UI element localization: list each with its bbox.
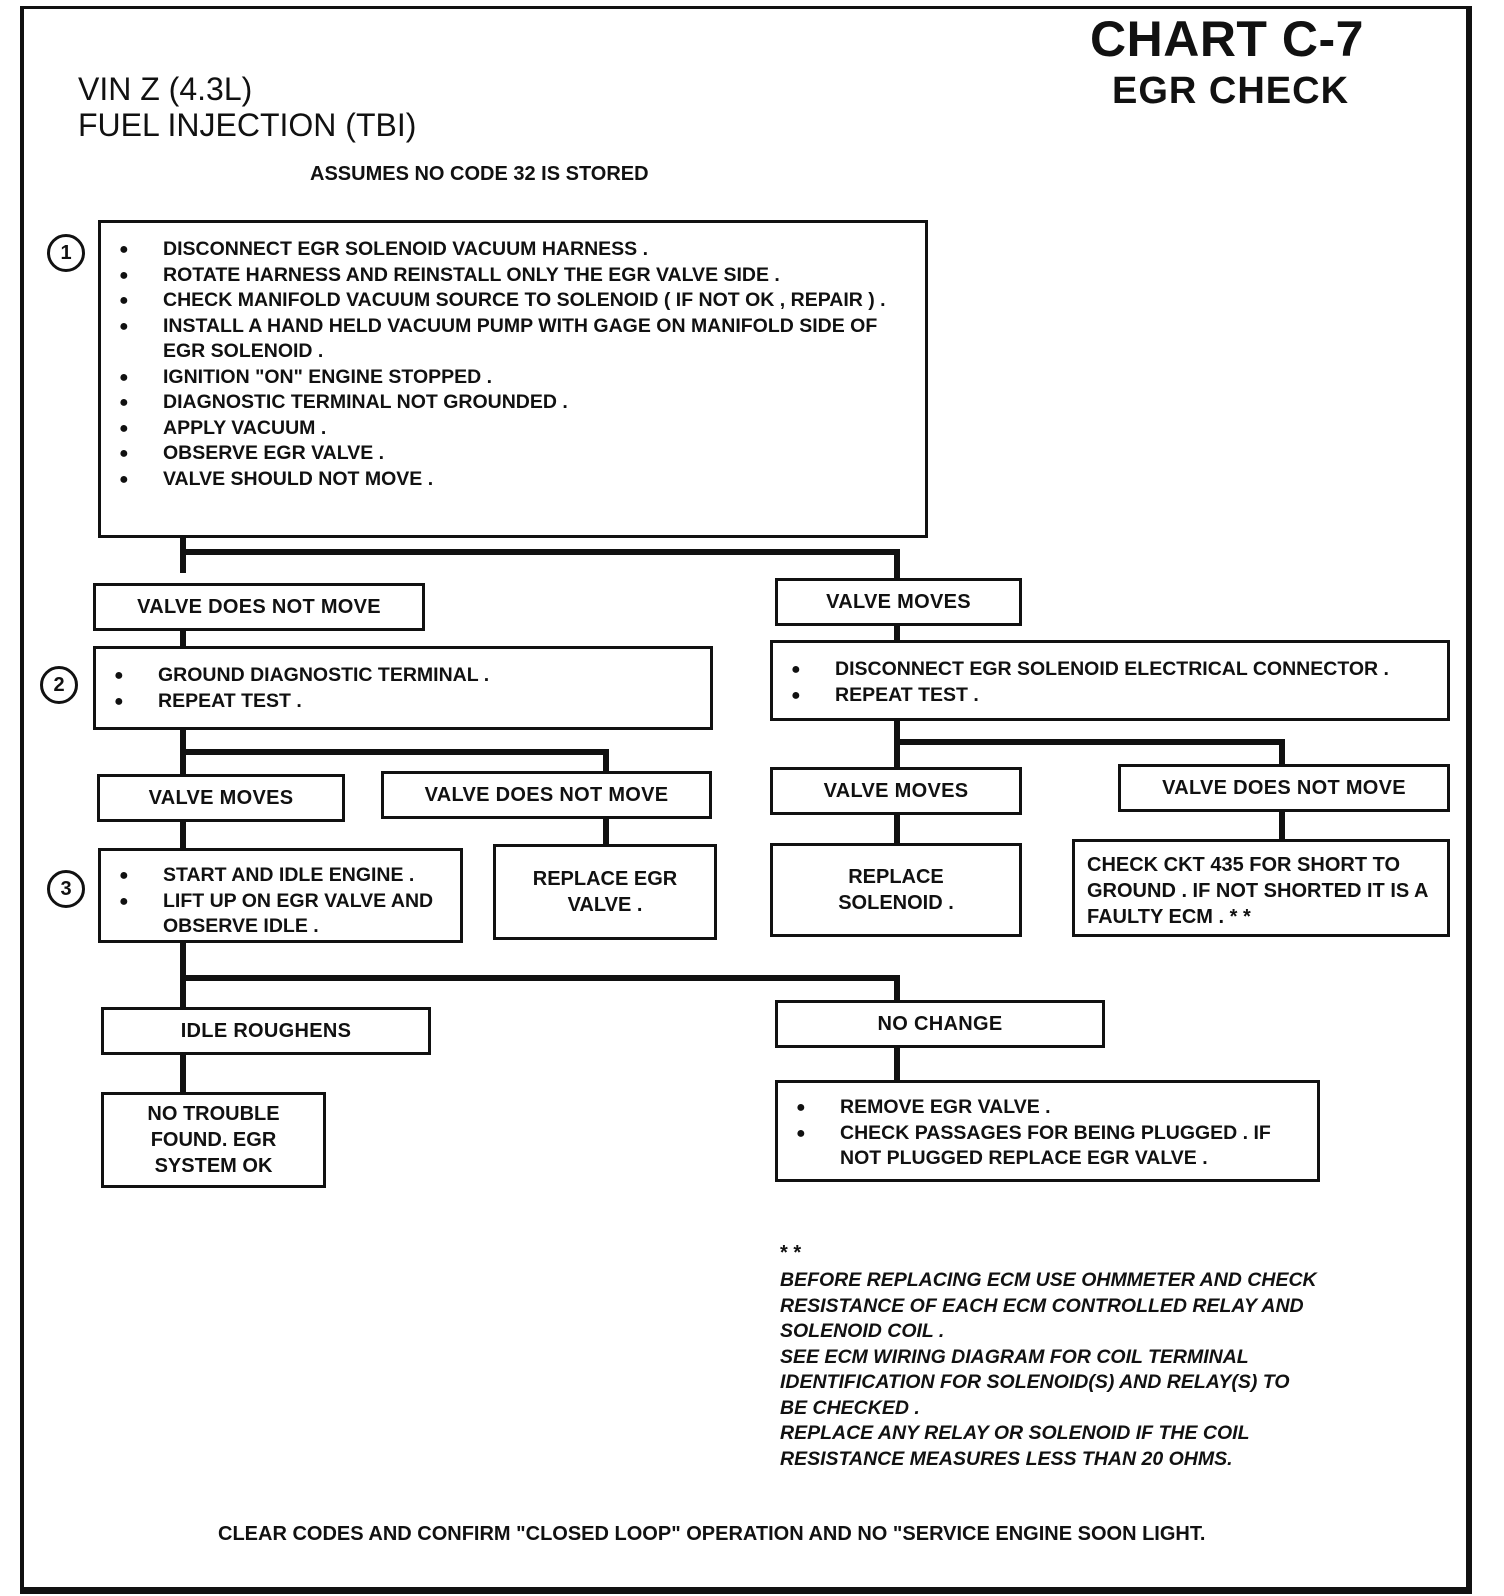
step-1-item: ● OBSERVE EGR VALVE . bbox=[163, 441, 893, 467]
chart-title: CHART C-7 bbox=[1090, 11, 1364, 67]
remove-egr-valve-item: ● CHECK PASSAGES FOR BEING PLUGGED . IF NOT PLUGGED REPLACE EGR VALVE . bbox=[840, 1121, 1300, 1172]
chart-subtitle: EGR CHECK bbox=[1112, 70, 1350, 112]
step-1-list bbox=[163, 237, 893, 492]
no-change-label: NO CHANGE bbox=[775, 1000, 1105, 1048]
disconnect-connector-box bbox=[770, 640, 1450, 721]
replace-egr-valve-box: REPLACE EGR VALVE . bbox=[493, 844, 717, 940]
footnote-line: RESISTANCE MEASURES LESS THAN 20 OHMS. bbox=[780, 1447, 1233, 1470]
connector-line bbox=[180, 1054, 186, 1094]
connector-line bbox=[894, 812, 900, 844]
footnote-block bbox=[780, 1268, 1400, 1472]
step-3-list bbox=[163, 863, 448, 940]
footer-instruction: CLEAR CODES AND CONFIRM "CLOSED LOOP" OPERATION AND NO "SERVICE ENGINE SOON LIGHT. bbox=[218, 1523, 1206, 1545]
step-1-item: ● IGNITION "ON" ENGINE STOPPED . bbox=[163, 365, 893, 391]
step-1-item: ● DIAGNOSTIC TERMINAL NOT GROUNDED . bbox=[163, 390, 893, 416]
remove-egr-valve-box bbox=[775, 1080, 1320, 1182]
connector-line bbox=[603, 815, 609, 845]
step-3-box bbox=[98, 848, 463, 943]
step-1-item: ● APPLY VACUUM . bbox=[163, 416, 893, 442]
connector-line bbox=[180, 975, 900, 981]
remove-egr-valve-item: ● REMOVE EGR VALVE . bbox=[840, 1095, 1300, 1121]
footnote-line: REPLACE ANY RELAY OR SOLENOID IF THE COIL bbox=[780, 1422, 1250, 1444]
footnote-line: RESISTANCE OF EACH ECM CONTROLLED RELAY AND bbox=[780, 1294, 1304, 1317]
step-2-item: ● REPEAT TEST . bbox=[158, 689, 698, 715]
right-valve-does-not-move-label: VALVE DOES NOT MOVE bbox=[1118, 764, 1450, 812]
idle-roughens-label: IDLE ROUGHENS bbox=[101, 1007, 431, 1055]
step-2-item: ● GROUND DIAGNOSTIC TERMINAL . bbox=[158, 663, 698, 689]
step-2-box bbox=[93, 646, 713, 730]
step-1-marker: 1 bbox=[47, 234, 85, 272]
step-1-item: ● INSTALL A HAND HELD VACUUM PUMP WITH GAGE ON MANIFOLD SIDE OF EGR SOLENOID . bbox=[163, 314, 893, 365]
step-1-box bbox=[98, 220, 928, 538]
footnote-marker: * * bbox=[780, 1242, 802, 1264]
step-2-marker: 2 bbox=[40, 666, 78, 704]
disconnect-connector-item: ● DISCONNECT EGR SOLENOID ELECTRICAL CONNECTOR . bbox=[835, 657, 1435, 683]
left-valve-does-not-move-label: VALVE DOES NOT MOVE bbox=[381, 771, 712, 819]
assumption-note: ASSUMES NO CODE 32 IS STORED bbox=[310, 163, 649, 185]
remove-egr-valve-list bbox=[840, 1095, 1300, 1172]
step-1-item: ● CHECK MANIFOLD VACUUM SOURCE TO SOLENOID ( IF NOT OK , REPAIR ) . bbox=[163, 288, 893, 314]
step-1-item: ● DISCONNECT EGR SOLENOID VACUUM HARNESS . bbox=[163, 237, 893, 263]
footnote-line: IDENTIFICATION FOR SOLENOID(S) AND RELAY(S) TO bbox=[780, 1371, 1290, 1393]
connector-line bbox=[894, 1046, 900, 1084]
connector-line bbox=[1279, 809, 1285, 841]
connector-line bbox=[180, 819, 186, 849]
valve-does-not-move-label: VALVE DOES NOT MOVE bbox=[93, 583, 425, 631]
left-valve-moves-label: VALVE MOVES bbox=[97, 774, 345, 822]
step-2-list bbox=[158, 663, 698, 714]
footnote-line: BEFORE REPLACING ECM USE OHMMETER AND CHECK bbox=[780, 1269, 1317, 1291]
right-valve-moves-label: VALVE MOVES bbox=[770, 767, 1022, 815]
footnote-line: SOLENOID COIL . bbox=[780, 1320, 945, 1342]
disconnect-connector-list bbox=[835, 657, 1435, 708]
footnote-line: BE CHECKED . bbox=[780, 1396, 920, 1419]
step-1-item: ● ROTATE HARNESS AND REINSTALL ONLY THE EGR VALVE SIDE . bbox=[163, 263, 893, 289]
replace-solenoid-box: REPLACE SOLENOID . bbox=[770, 843, 1022, 937]
step-1-item: ● VALVE SHOULD NOT MOVE . bbox=[163, 467, 893, 493]
no-trouble-found-box: NO TROUBLE FOUND. EGR SYSTEM OK bbox=[101, 1092, 326, 1188]
step-3-item: ● LIFT UP ON EGR VALVE AND OBSERVE IDLE . bbox=[163, 889, 448, 940]
connector-line bbox=[180, 749, 609, 755]
check-ckt-435-box: CHECK CKT 435 FOR SHORT TO GROUND . IF NOT SHORTED IT IS A FAULTY ECM . * * bbox=[1072, 839, 1450, 937]
valve-moves-label: VALVE MOVES bbox=[775, 578, 1022, 626]
connector-line bbox=[180, 549, 900, 555]
connector-line bbox=[894, 739, 1285, 745]
footnote-line: SEE ECM WIRING DIAGRAM FOR COIL TERMINAL bbox=[780, 1345, 1249, 1368]
step-3-marker: 3 bbox=[47, 870, 85, 908]
disconnect-connector-item: ● REPEAT TEST . bbox=[835, 683, 1435, 709]
connector-line bbox=[1279, 739, 1285, 767]
fuel-line: FUEL INJECTION (TBI) bbox=[78, 107, 417, 143]
vin-line: VIN Z (4.3L) bbox=[78, 71, 253, 107]
step-3-item: ● START AND IDLE ENGINE . bbox=[163, 863, 448, 889]
